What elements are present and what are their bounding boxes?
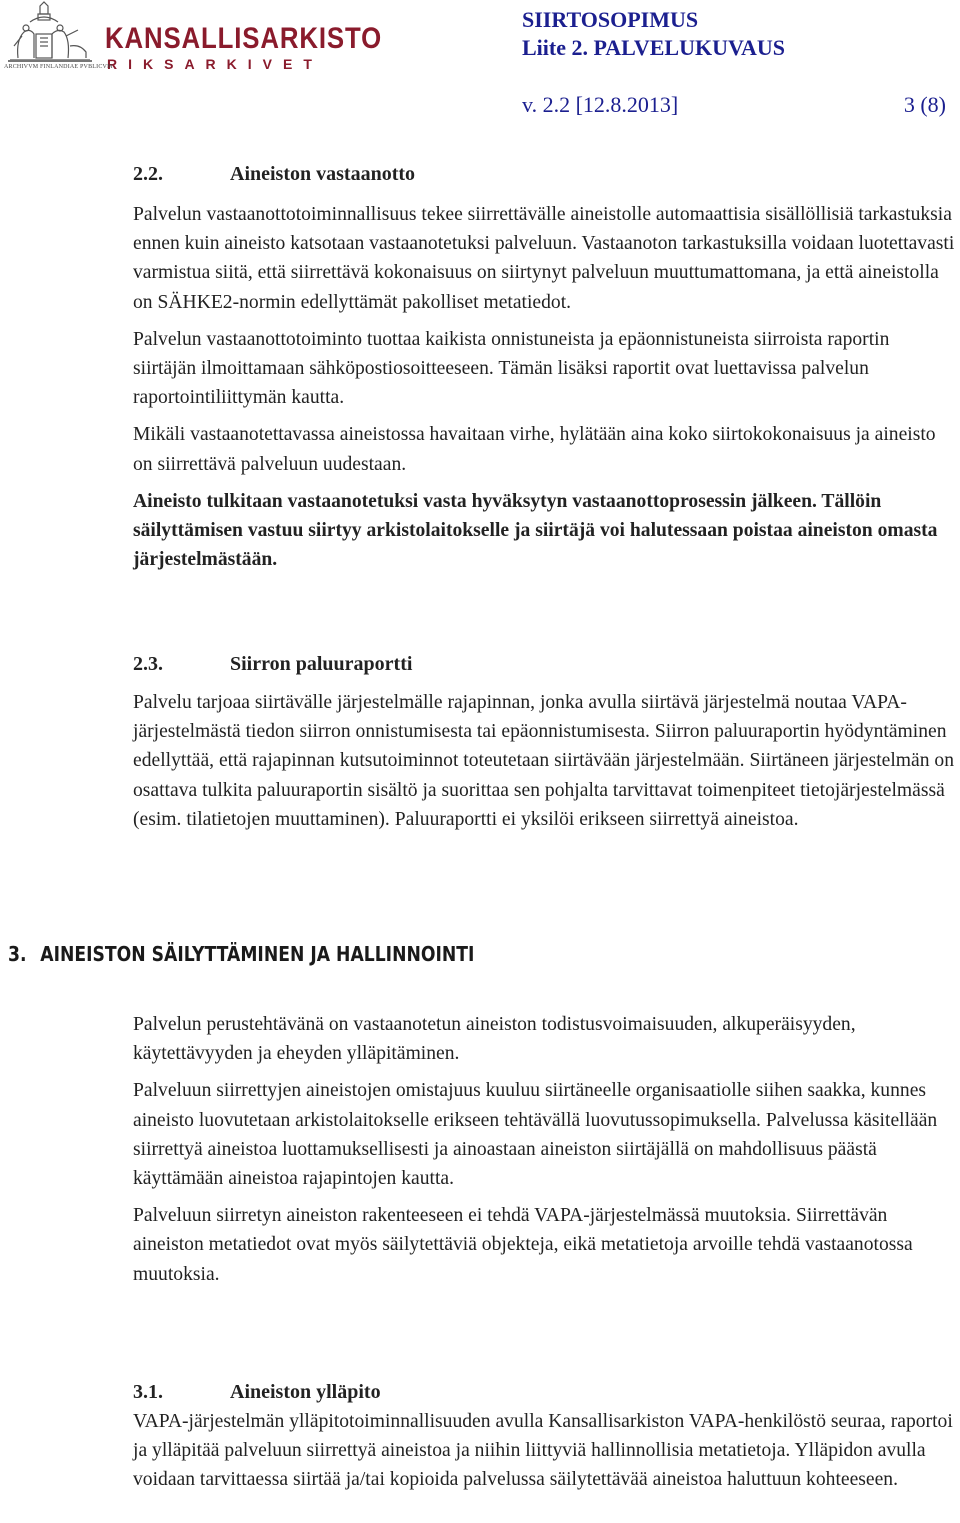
section-number: 3.1. [133, 1381, 163, 1403]
section-title: Siirron paluuraportti [230, 653, 413, 675]
document-subtitle: Liite 2. PALVELUKUVAUS [522, 35, 786, 60]
section-title: Aineiston ylläpito [230, 1381, 381, 1403]
paragraph: Palveluun siirrettyjen aineistojen omistajuus kuuluu siirtäneelle organisaatiolle siihen saakka, kunnes aineisto luovutetaan arkistolaitokselle erikseen tehtävällä luovutussopimuksella. Palvelussa käsitellään siirrettyä aineistoa luottamuksellisesti ja ainoastaan aineiston siirtäjällä on mahdollisuus päästä käyttämään aineistoa rajapintojen kautta. [133, 1080, 938, 1190]
archive-logo [0, 0, 383, 80]
paragraph: Palvelun vastaanottotoiminto tuottaa kaikista onnistuneista ja epäonnistuneista siirroista raportin siirtäjän ilmoittamaan sähköpostiosoitteeseen. Tämän lisäksi raportit ovat luettavissa palvelun raportointiliittymän kautta. [133, 328, 890, 409]
logo-name: KANSALLISARKISTO [105, 22, 383, 55]
logo-subname: RIKSARKIVET [107, 56, 323, 72]
section-number: 2.3. [133, 653, 163, 675]
chapter-3-body [133, 1010, 955, 1289]
section-number: 2.2. [133, 163, 163, 185]
section-title: Aineiston vastaanotto [230, 163, 416, 185]
document-version: v. 2.2 [12.8.2013] [522, 92, 679, 117]
paragraph: Palvelun vastaanottotoiminnallisuus tekee siirrettävälle aineistolle automaattisia sisällöllisiä tarkastuksia ennen kuin aineisto katsotaan vastaanotetuksi palveluun. Vastaanoton tarkastuksilla voidaan luotettavasti varmistua siitä, että siirrettävä kokonaisuus on siirtynyt palveluun muuttumattomana, ja että aineistolla on SÄHKE2-normin edellyttämät pakolliset metatiedot. [133, 204, 955, 313]
section-3-1-heading [133, 1378, 381, 1406]
archive-seal-icon [0, 0, 100, 68]
paragraph: Palveluun siirretyn aineiston rakenteeseen ei tehdä VAPA-järjestelmässä muutoksia. Siirrettävän aineiston metatiedot ovat myös säilytettäviä objekteja, eikä metatietoja arvoille tehdä vastaanotossa muutoksia. [133, 1205, 913, 1285]
paragraph: Mikäli vastaanotettavassa aineistossa havaitaan virhe, hylätään aina koko siirtokokonaisuus ja aineisto on siirrettävä palveluun uudestaan. [133, 424, 936, 475]
section-2-2-heading [133, 160, 415, 188]
logo-motto: ARCHIVVM FINLANDIAE PVBLICVM [4, 64, 113, 70]
paragraph: Palvelun perustehtävänä on vastaanotetun aineiston todistusvoimaisuuden, alkuperäisyyden, käytettävyyden ja eheyden ylläpitäminen. [133, 1014, 856, 1065]
bold-paragraph: Aineisto tulkitaan vastaanotetuksi vasta hyväksytyn vastaanottoprosessin jälkeen. Tällöin säilyttämisen vastuu siirtyy arkistolaitokselle ja siirtäjä voi halutessaan poistaa aineiston omasta järjestelmästään. [133, 490, 938, 571]
document-title: SIIRTOSOPIMUS [522, 7, 699, 32]
paragraph: Palvelu tarjoaa siirtävälle järjestelmälle rajapinnan, jonka avulla siirtävä järjestelmä noutaa VAPA-järjestelmästä tiedon siirron onnistumisesta tai epäonnistumisesta. Siirron paluuraportin hyödyntäminen edellyttää, että rajapinnan kutsutoiminnot toteutetaan siirtävään järjestelmään. Siirtäneen järjestelmän on osattava tulkita paluuraportin sisältö ja suorittaa sen pohjalta tarvittavat toimenpiteet tietojärjestelmässä (esim. tilatietojen muuttaminen). Paluuraportti ei yksilöi erikseen siirrettyä aineistoa. [133, 692, 955, 830]
section-2-2-body [133, 200, 955, 574]
chapter-number: 3. [8, 942, 27, 966]
section-2-3-body [133, 688, 955, 834]
section-3-1-body [133, 1407, 955, 1495]
chapter-title: AINEISTON SÄILYTTÄMINEN JA HALLINNOINTI [40, 942, 475, 966]
paragraph: VAPA-järjestelmän ylläpitotoiminnallisuuden avulla Kansallisarkiston VAPA-henkilöstö seuraa, raportoi ja ylläpitää palveluun siirrettyä aineistoa ja niihin liittyviä hallinnollisia metatietoja. Ylläpidon avulla voidaan tarvittaessa siirtää ja/tai kopioida palvelussa säilytettävää aineistoa haluttuun kohteeseen. [133, 1411, 953, 1491]
chapter-3-heading [8, 940, 474, 968]
page-number: 3 (8) [903, 92, 946, 117]
section-2-3-heading [133, 650, 412, 678]
